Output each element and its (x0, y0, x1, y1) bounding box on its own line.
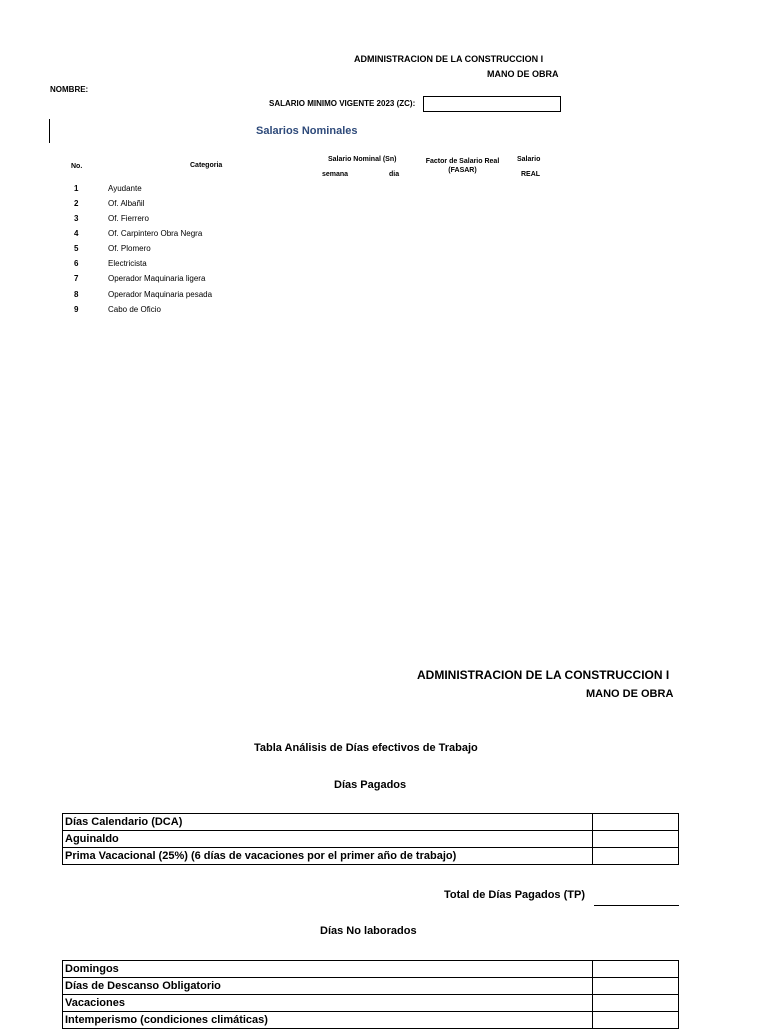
table-row (63, 848, 679, 865)
salario-minimo-field[interactable] (423, 96, 561, 112)
row-label: Días de Descanso Obligatorio (63, 978, 593, 995)
sheet2-title: ADMINISTRACION DE LA CONSTRUCCION I (417, 668, 670, 682)
table-row (63, 995, 679, 1012)
total-pagados-line[interactable] (594, 905, 679, 906)
text-cursor (49, 119, 50, 143)
row-no: 1 (74, 184, 79, 193)
table-row (63, 814, 679, 831)
row-no: 4 (74, 229, 79, 238)
row-categoria: Operador Maquinaria ligera (108, 274, 206, 283)
dias-pagados-title: Días Pagados (334, 779, 407, 791)
row-categoria: Ayudante (108, 184, 142, 193)
header-fasar: Factor de Salario Real (FASAR) (425, 158, 500, 174)
header-categoria: Categoria (190, 162, 223, 169)
row-categoria: Cabo de Oficio (108, 305, 161, 314)
header-no: No. (71, 163, 83, 170)
row-categoria: Of. Plomero (108, 244, 151, 253)
salario-minimo-label: SALARIO MINIMO VIGENTE 2023 (ZC): (269, 99, 416, 108)
row-value-cell[interactable] (593, 831, 679, 848)
row-categoria: Operador Maquinaria pesada (108, 290, 213, 299)
sheet1-title: ADMINISTRACION DE LA CONSTRUCCION I (354, 54, 544, 64)
row-no: 9 (74, 305, 79, 314)
row-label: Aguinaldo (63, 831, 593, 848)
row-label: Intemperismo (condiciones climáticas) (63, 1012, 593, 1029)
row-label: Vacaciones (63, 995, 593, 1012)
header-real: REAL (521, 171, 541, 178)
dias-no-laborados-table (62, 960, 679, 1029)
sheet1-subtitle: MANO DE OBRA (487, 69, 559, 79)
table-title: Tabla Análisis de Días efectivos de Trabajo (254, 742, 478, 754)
row-label: Días Calendario (DCA) (63, 814, 593, 831)
row-value-cell[interactable] (593, 1012, 679, 1029)
row-value-cell[interactable] (593, 978, 679, 995)
header-salario-nominal: Salario Nominal (Sn) (328, 156, 397, 163)
row-categoria: Electricista (108, 259, 147, 268)
header-semana: semana (322, 171, 349, 178)
row-no: 8 (74, 290, 79, 299)
row-value-cell[interactable] (593, 995, 679, 1012)
row-value-cell[interactable] (593, 814, 679, 831)
table-row (63, 961, 679, 978)
dias-pagados-table (62, 813, 679, 865)
row-label: Domingos (63, 961, 593, 978)
row-value-cell[interactable] (593, 961, 679, 978)
row-no: 7 (74, 274, 79, 283)
table-row (63, 978, 679, 995)
row-no: 5 (74, 244, 79, 253)
row-categoria: Of. Carpintero Obra Negra (108, 229, 203, 238)
row-categoria: Of. Fierrero (108, 214, 149, 223)
row-no: 2 (74, 199, 79, 208)
nombre-label: NOMBRE: (50, 85, 89, 94)
row-value-cell[interactable] (593, 848, 679, 865)
dias-no-laborados-title: Días No laborados (320, 925, 417, 937)
table-row (63, 1012, 679, 1029)
row-no: 3 (74, 214, 79, 223)
header-salario: Salario (517, 156, 541, 163)
table-row (63, 831, 679, 848)
section-title: Salarios Nominales (256, 125, 358, 137)
header-dia: dia (389, 171, 400, 178)
row-categoria: Of. Albañil (108, 199, 145, 208)
total-pagados-label: Total de Días Pagados (TP) (444, 889, 585, 901)
row-no: 6 (74, 259, 79, 268)
sheet2-subtitle: MANO DE OBRA (586, 688, 674, 700)
row-label: Prima Vacacional (25%) (6 días de vacaciones por el primer año de trabajo) (63, 848, 593, 865)
